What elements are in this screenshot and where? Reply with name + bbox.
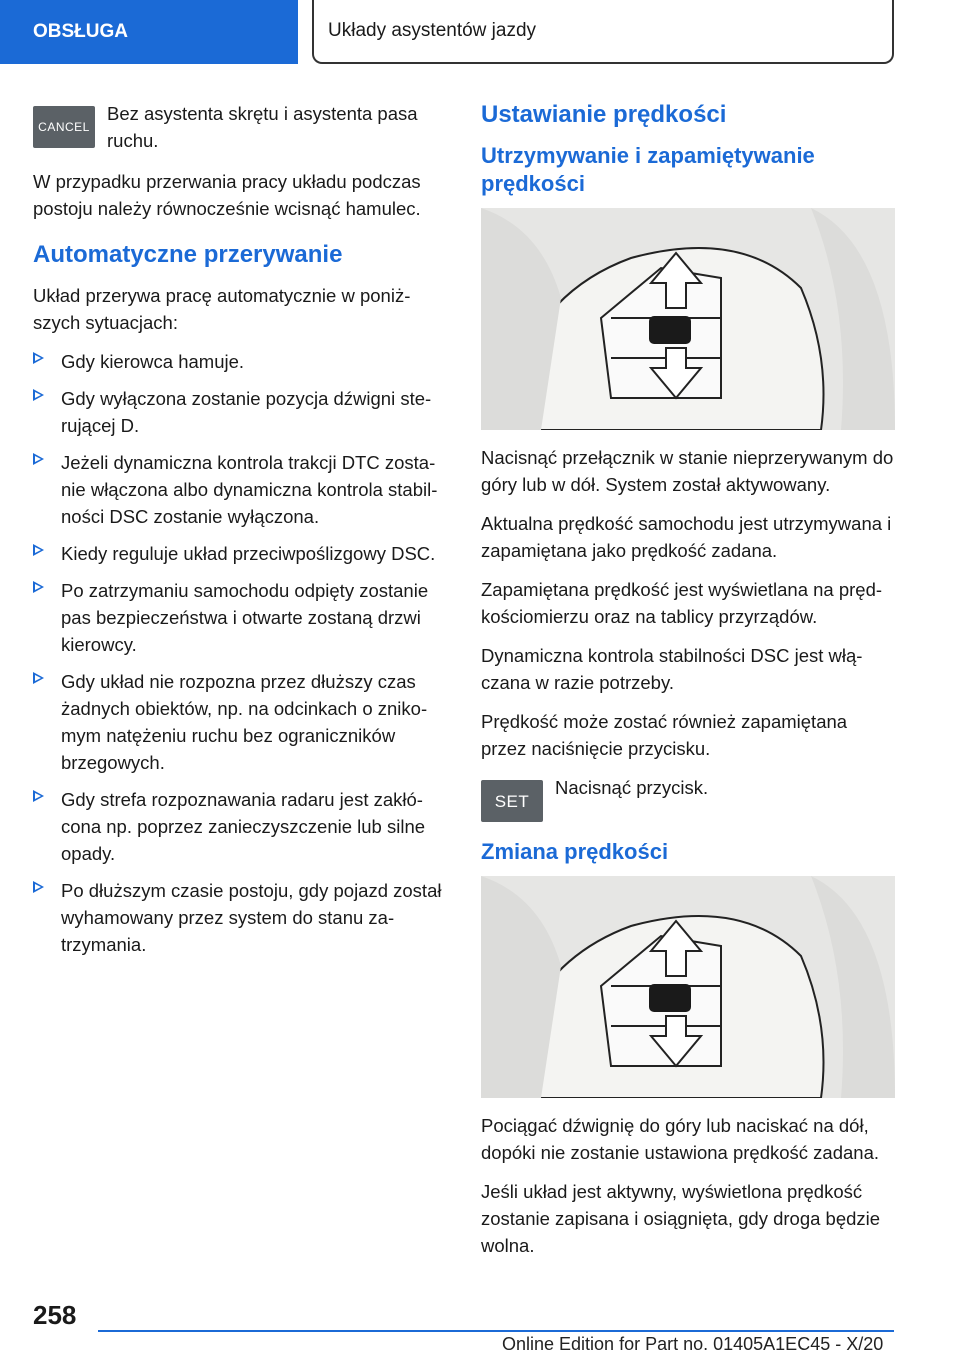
triangle-bullet-icon [33,544,44,556]
paragraph: W przypadku przerwania pracy układu podczas postoju należy równocześnie wcisnąć hamulec. [33,171,421,219]
paragraph: Jeśli układ jest aktywny, wyświetlona prędkość zostanie zapisana i osiągnięta, gdy droga będzie wolna. [481,1181,881,1256]
footer-divider [98,1330,894,1332]
paragraph: Pociągać dźwignię do góry lub naciskać na dół, dopóki nie zostanie ustawiona prędkość zadana. [481,1115,880,1163]
section-title: OBSŁUGA [33,21,128,42]
subheading: Utrzymywanie i zapamiętywanie prędkości [481,143,815,196]
set-text: Nacisnąć przycisk. [555,777,709,798]
page-number: 258 [33,1300,77,1330]
section-tab [0,0,298,64]
list-item: Kiedy reguluje układ przeciwpoślizgowy DSC. [33,540,449,567]
list-item: Po zatrzymaniu samochodu odpięty zostanie pas bezpieczeństwa i otwarte zostaną drzwi kierowcy. [33,577,449,658]
list-item: Po dłuższym czasie postoju, gdy pojazd został wyhamowany przez system do stanu zatrzymania. [33,877,449,958]
triangle-bullet-icon [33,790,44,802]
chapter-title: Układy asystentów jazdy [328,20,537,41]
intro-text: Układ przerywa pracę automatycznie w poniższych sytuacjach: [33,285,411,333]
paragraph: Nacisnąć przełącznik w stanie nieprzerywanym do góry lub w dół. System został aktywowany. [481,447,894,495]
triangle-bullet-icon [33,389,44,401]
triangle-bullet-icon [33,453,44,465]
condition-list [33,348,449,958]
list-item: Gdy strefa rozpoznawania radaru jest zakłócona np. poprzez zanieczyszczenie lub silne opady. [33,786,449,867]
list-item: Gdy kierowca hamuje. [33,348,449,375]
list-item: Jeżeli dynamiczna kontrola trakcji DTC zostanie włączona albo dynamiczna kontrola stabilności DSC zostanie wyłączona. [33,449,449,530]
steering-wheel-switch-illustration [481,208,895,430]
cancel-text: Bez asystenta skrętu i asystenta pasa ruchu. [107,103,418,151]
set-button-icon: SET [481,780,543,822]
triangle-bullet-icon [33,352,44,364]
cancel-row [33,100,449,154]
list-item: Gdy układ nie rozpozna przez dłuższy czas żadnych obiektów, np. na odcinkach o znikomym natężeniu ruchu bez ograniczników brzegowych. [33,668,449,776]
section-heading: Ustawianie prędkości [481,101,727,128]
steering-wheel-switch-image [481,208,895,430]
cancel-button-icon: CANCEL [33,106,95,148]
right-column [481,100,895,1271]
chapter-header [312,0,894,64]
paragraph: Dynamiczna kontrola stabilności DSC jest włączana w razie potrzeby. [481,645,863,693]
steering-wheel-lever-image [481,876,895,1098]
triangle-bullet-icon [33,672,44,684]
subheading: Zmiana prędkości [481,839,669,864]
triangle-bullet-icon [33,881,44,893]
list-item: Gdy wyłączona zostanie pozycja dźwigni sterującej D. [33,385,449,439]
set-row [481,774,895,822]
section-heading: Automatyczne przerywanie [33,241,343,268]
paragraph: Aktualna prędkość samochodu jest utrzymywana i zapamiętana jako prędkość zadana. [481,513,892,561]
paragraph: Prędkość może zostać również zapamiętana przez naciśnięcie przycisku. [481,711,848,759]
edition-text: Online Edition for Part no. 01405A1EC45 - X/20 [502,1334,884,1354]
paragraph: Zapamiętana prędkość jest wyświetlana na prędkościomierzu oraz na tablicy przyrządów. [481,579,883,627]
triangle-bullet-icon [33,581,44,593]
left-column [33,100,449,968]
steering-wheel-lever-illustration [481,876,895,1098]
